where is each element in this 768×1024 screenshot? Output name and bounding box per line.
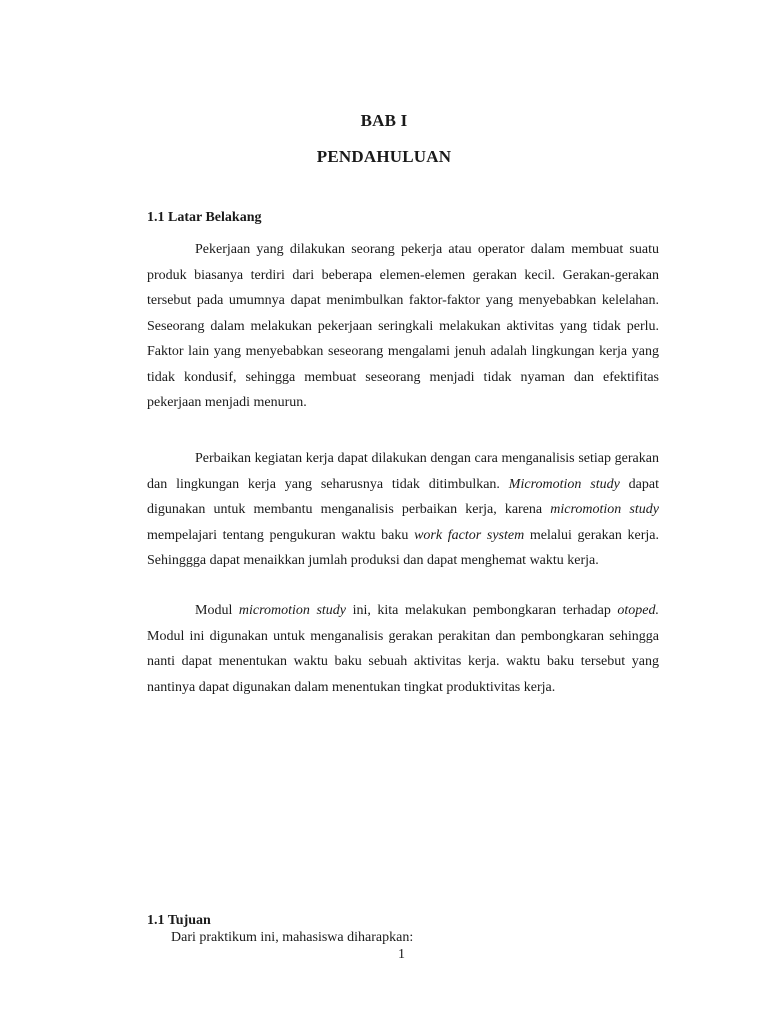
tujuan-intro: Dari praktikum ini, mahasiswa diharapkan:	[171, 930, 414, 945]
paragraph-3-text	[147, 598, 659, 700]
p2-italic-b: Micromotion study	[508, 476, 620, 492]
p3-text-c: ini, kita melakukan pembongkaran terhadap	[346, 603, 618, 618]
paragraph-3	[147, 598, 659, 700]
p3-italic-b: micromotion study	[238, 603, 347, 618]
p3-text-a: Modul	[195, 603, 239, 618]
paragraph-1	[147, 237, 659, 416]
p2-text-a: Perbaikan kegiatan kerja dapat dilakukan dengan cara menganalisis setiap gerakan dan lingkungan kerja yang seharusnya tidak ditimbulkan.	[147, 451, 659, 492]
chapter-title: PENDAHULUAN	[316, 147, 452, 166]
p3-italic-d: otoped.	[617, 603, 659, 618]
page-number: 1	[398, 947, 405, 962]
chapter-number: BAB I	[360, 111, 408, 130]
paragraph-2-text	[147, 446, 659, 574]
paragraph-1-text: Pekerjaan yang dilakukan seorang pekerja atau operator dalam membuat suatu produk biasanya terdiri dari beberapa elemen-elemen gerakan kecil. Gerakan-gerakan tersebut pada umumnya dapat menimbulkan faktor-faktor yang menyebabkan kelelahan. Seseorang dalam melakukan pekerjaan seringkali melakukan aktivitas yang tidak perlu. Faktor lain yang menyebabkan seseorang mengalami jenuh adalah lingkungan kerja yang tidak kondusif, sehingga membuat seseorang menjadi tidak nyaman dan efektifitas pekerjaan menjadi menurun.	[147, 242, 659, 410]
p2-text-e: mempelajari tentang pengukuran waktu baku	[147, 527, 415, 543]
p3-text-e: Modul ini digunakan untuk menganalisis gerakan perakitan dan pembongkaran sehingga nanti dapat menentukan waktu baku sebuah aktivitas kerja. waktu baku tersebut yang nantinya dapat digunakan dalam menentukan tingkat produktivitas kerja.	[147, 628, 659, 695]
p2-text-c: dapat digunakan untuk membantu menganalisis perbaikan kerja, karena	[147, 476, 659, 517]
section-heading-latar-belakang: 1.1 Latar Belakang	[147, 210, 262, 225]
p2-italic-d: micromotion study	[550, 502, 659, 517]
p2-italic-f: work factor system	[414, 527, 525, 543]
p2-text-g: melalui gerakan kerja. Sehinggga dapat menaikkan jumlah produksi dan dapat menghemat waktu kerja.	[147, 527, 659, 568]
paragraph-2	[147, 446, 659, 574]
section-heading-tujuan: 1.1 Tujuan	[147, 913, 211, 928]
